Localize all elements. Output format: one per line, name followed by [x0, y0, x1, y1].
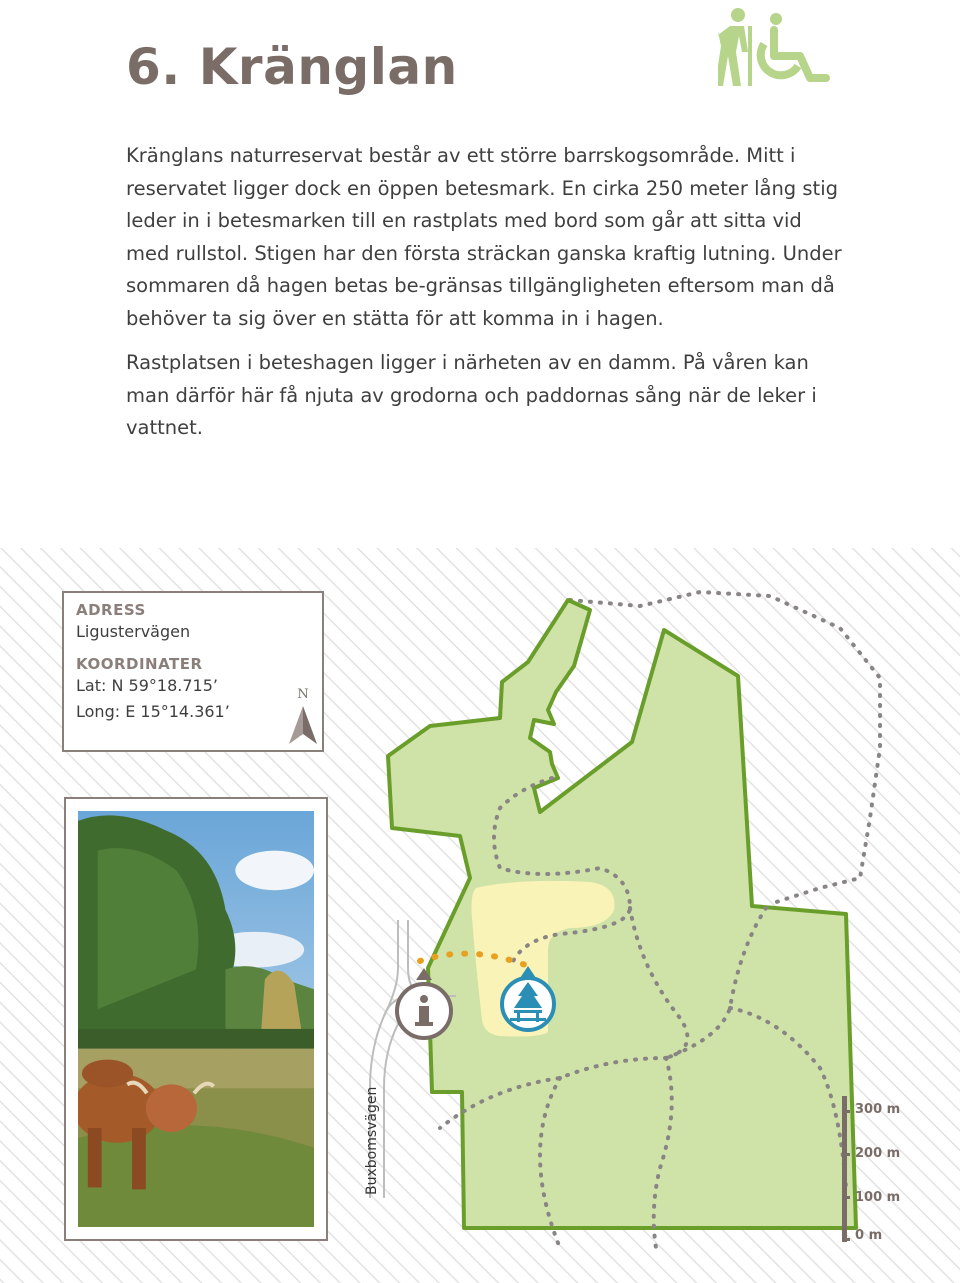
photo-frame [64, 797, 328, 1241]
scale-label: 0 m [855, 1228, 883, 1243]
scale-label: 100 m [855, 1190, 901, 1205]
description [126, 140, 846, 457]
page-title: 6. Kränglan [126, 38, 458, 96]
road-label: Buxbomsvägen [364, 1086, 380, 1195]
longitude-value: Long: E 15°14.361’ [76, 702, 230, 721]
north-label: N [297, 687, 309, 702]
address-heading: ADRESS [76, 601, 146, 619]
info-card [62, 591, 324, 752]
wheelchair-icon [761, 13, 826, 78]
address-value: Ligustervägen [76, 622, 191, 641]
walking-person-icon [718, 8, 752, 86]
accessibility-icons [718, 4, 838, 90]
description-paragraph: Kränglans naturreservat består av ett större barrskogsområde. Mitt i reservatet ligger dock en öppen betesmark. En cirka 250 meter lång stig leder in i betesmarken till en rastplats med bord som går att sitta vid med rullstol. Stigen har den första sträckan ganska kraftig lutning. Under sommaren då hagen betas be-gränsas tillgängligheten eftersom man då behöver ta sig över en stätta för att komma in i hagen. [126, 144, 842, 330]
coordinates-heading: KOORDINATER [76, 655, 203, 673]
scale-label: 200 m [855, 1146, 901, 1161]
latitude-value: Lat: N 59°18.715’ [76, 676, 218, 695]
description-paragraph: Rastplatsen i beteshagen ligger i närheten av en damm. På våren kan man därför här få njuta av grodorna och paddornas sång när de leker i vattnet. [126, 351, 817, 439]
north-arrow-icon [286, 686, 320, 748]
scale-label: 300 m [855, 1102, 901, 1117]
highland-cattle-photo [78, 811, 314, 1227]
